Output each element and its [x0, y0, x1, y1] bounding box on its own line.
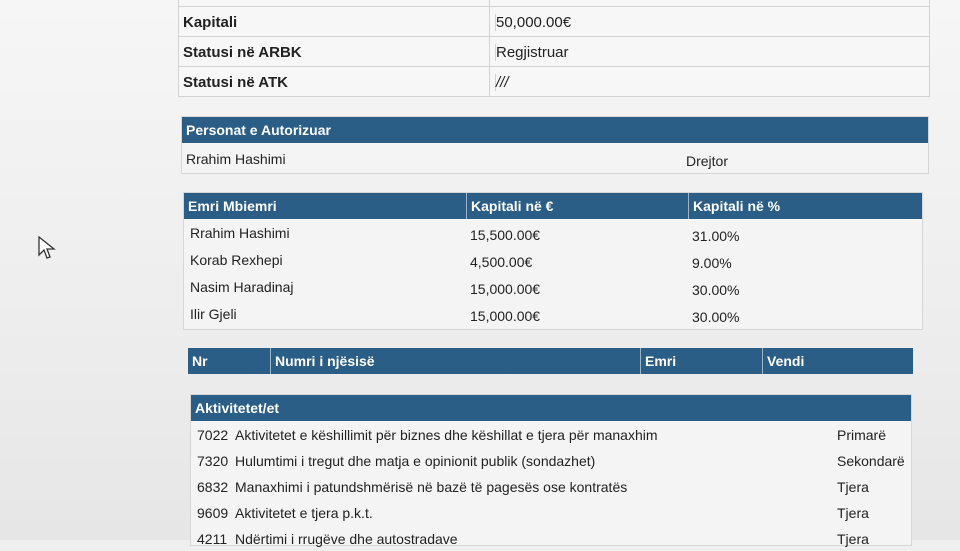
- activity-description: Manaxhimi i patundshmërisë në bazë të pagesës ose kontratës: [235, 479, 628, 495]
- owners-col-percent: Kapitali në %: [688, 193, 923, 219]
- company-info-table: [178, 0, 930, 97]
- activities-header: [191, 395, 911, 421]
- activity-description: Aktivitetet e këshillimit për biznes dhe këshillat e tjera për manaxhim: [235, 427, 658, 443]
- info-value: Regjistruar: [496, 44, 569, 61]
- owner-capital: 15,500.00€: [470, 227, 541, 243]
- activity-description: Aktivitetet e tjera p.k.t.: [235, 505, 373, 521]
- owner-capital: 4,500.00€: [470, 254, 533, 270]
- owners-col-name: Emri Mbiemri: [188, 198, 277, 214]
- units-col-number: Numri i njësisë: [270, 348, 637, 374]
- activity-code: 6832: [197, 479, 229, 495]
- info-value: ///: [496, 74, 509, 91]
- activities-table: [190, 394, 912, 546]
- authorized-persons-table: [181, 116, 929, 174]
- activity-type: Primarë: [837, 427, 887, 443]
- activity-description: Hulumtimi i tregut dhe matja e opinionit publik (sondazhet): [235, 453, 596, 469]
- owner-capital: 15,000.00€: [470, 281, 541, 297]
- list-item: [191, 447, 911, 473]
- owner-percent: 9.00%: [692, 255, 732, 271]
- activity-code: 7320: [197, 453, 229, 469]
- info-label: Kapitali: [183, 14, 238, 31]
- owners-col-capital: Kapitali në €: [466, 193, 689, 219]
- owner-name: Korab Rexhepi: [190, 252, 283, 268]
- owner-capital: 15,000.00€: [470, 308, 541, 324]
- activity-type: Tjera: [837, 479, 869, 495]
- owner-percent: 30.00%: [692, 282, 740, 298]
- activity-code: 9609: [197, 505, 229, 521]
- info-row-atk-status: [178, 67, 930, 97]
- owner-name: Nasim Haradinaj: [190, 279, 294, 295]
- activities-header-label: Aktivitetet/et: [195, 400, 280, 416]
- info-value: 50,000.00€: [496, 14, 572, 31]
- units-col-name: Emri: [640, 348, 763, 374]
- table-row: [184, 300, 922, 327]
- info-row-arbk-status: [178, 37, 930, 67]
- units-col-nr: Nr: [192, 353, 208, 369]
- table-row: [184, 273, 922, 300]
- authorized-header: [182, 117, 928, 143]
- activity-code: 4211: [197, 531, 228, 547]
- mouse-cursor-icon: [38, 236, 56, 260]
- units-col-place: Vendi: [762, 348, 914, 374]
- list-item: [191, 473, 911, 499]
- list-item: [191, 421, 911, 447]
- info-label: Statusi në ARBK: [183, 44, 302, 61]
- table-row: [184, 246, 922, 273]
- authorized-role: Drejtor: [686, 153, 729, 169]
- activity-type: Tjera: [837, 531, 869, 547]
- owner-name: Rrahim Hashimi: [190, 225, 290, 241]
- authorized-header-label: Personat e Autorizuar: [186, 122, 331, 138]
- owners-header: [184, 193, 922, 219]
- owner-percent: 30.00%: [692, 309, 740, 325]
- info-row-cut: [178, 0, 930, 7]
- activity-type: Sekondarë: [837, 453, 905, 469]
- table-row: [184, 219, 922, 246]
- activity-type: Tjera: [837, 505, 869, 521]
- info-label: Statusi në ATK: [183, 74, 289, 91]
- units-header: [188, 348, 913, 374]
- owner-name: Ilir Gjeli: [190, 306, 237, 322]
- activity-description: Ndërtimi i rrugëve dhe autostradave: [235, 531, 458, 547]
- list-item: [191, 525, 911, 551]
- info-row-capital: [178, 7, 930, 37]
- list-item: [191, 499, 911, 525]
- owners-table: [183, 192, 923, 330]
- activity-code: 7022: [197, 427, 229, 443]
- units-table: [188, 348, 913, 376]
- authorized-name: Rrahim Hashimi: [186, 151, 286, 167]
- owner-percent: 31.00%: [692, 228, 740, 244]
